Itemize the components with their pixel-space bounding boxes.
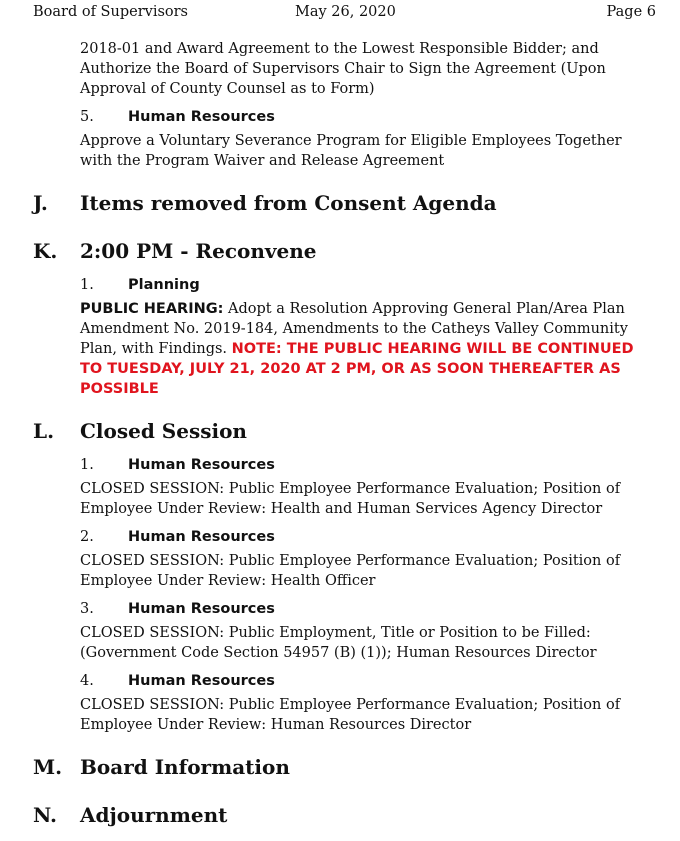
page-header [33, 4, 656, 24]
item-number: 4. [80, 673, 94, 689]
item-title: Planning [128, 277, 200, 293]
item-title: Human Resources [128, 109, 275, 125]
section-letter: K. [33, 239, 58, 263]
header-board-name: Board of Supervisors [33, 4, 188, 20]
item-number: 1. [80, 277, 94, 293]
section-title: 2:00 PM - Reconvene [80, 239, 317, 263]
section-l-heading [33, 415, 656, 447]
section-letter: N. [33, 803, 57, 827]
continued-item-text: 2018-01 and Award Agreement to the Lowest Responsible Bidder; and Authorize the Board of Supervisors Chair to Sign the Agreement (Upon Approval of County Counsel as to Form) [80, 41, 606, 97]
item-title: Human Resources [128, 529, 275, 545]
public-hearing-note: NOTE: THE PUBLIC HEARING WILL BE CONTINUED TO TUESDAY, JULY 21, 2020 AT 2 PM, OR AS SOON THEREAFTER AS POSSIBLE [80, 341, 634, 397]
l-item-2-heading [80, 527, 656, 547]
item-number: 3. [80, 601, 94, 617]
item-5-heading [80, 107, 656, 127]
section-letter: J. [33, 191, 48, 215]
item-title: Human Resources [128, 457, 275, 473]
section-n-heading [33, 799, 656, 831]
header-page-number: Page 6 [606, 4, 656, 20]
public-hearing-description: Adopt a Resolution Approving General Plan/Area Plan Amendment No. 2019-184, Amendments to the Catheys Valley Community Plan, with Findings. [80, 301, 628, 357]
item-number: 5. [80, 109, 94, 125]
l-item-4-text: CLOSED SESSION: Public Employee Performance Evaluation; Position of Employee Under Review: Human Resources Director [80, 697, 621, 733]
l-item-2-text: CLOSED SESSION: Public Employee Performance Evaluation; Position of Employee Under Review: Health Officer [80, 553, 621, 589]
l-item-3-heading [80, 599, 656, 619]
public-hearing-text [80, 299, 656, 399]
k-item-1-heading [80, 275, 656, 295]
l-item-1-text: CLOSED SESSION: Public Employee Performance Evaluation; Position of Employee Under Review: Health and Human Services Agency Director [80, 481, 621, 517]
l-item-4-heading [80, 671, 656, 691]
agenda-content [0, 39, 680, 841]
header-date: May 26, 2020 [295, 4, 396, 20]
section-title: Board Information [80, 755, 290, 779]
item-number: 1. [80, 457, 94, 473]
section-title: Items removed from Consent Agenda [80, 191, 497, 215]
section-letter: M. [33, 755, 63, 779]
l-item-1-heading [80, 455, 656, 475]
item-title: Human Resources [128, 673, 275, 689]
item-title: Human Resources [128, 601, 275, 617]
item-5-text: Approve a Voluntary Severance Program for Eligible Employees Together with the Program Waiver and Release Agreement [80, 133, 622, 169]
section-title: Adjournment [80, 803, 228, 827]
l-item-3-text: CLOSED SESSION: Public Employment, Title or Position to be Filled: (Government Code Section 54957 (B) (1)); Human Resources Director [80, 625, 597, 661]
section-k-heading [33, 235, 656, 267]
item-number: 2. [80, 529, 94, 545]
section-j-heading [33, 187, 656, 219]
section-title: Closed Session [80, 419, 247, 443]
section-letter: L. [33, 419, 55, 443]
public-hearing-label: PUBLIC HEARING: [80, 301, 224, 317]
section-m-heading [33, 751, 656, 783]
